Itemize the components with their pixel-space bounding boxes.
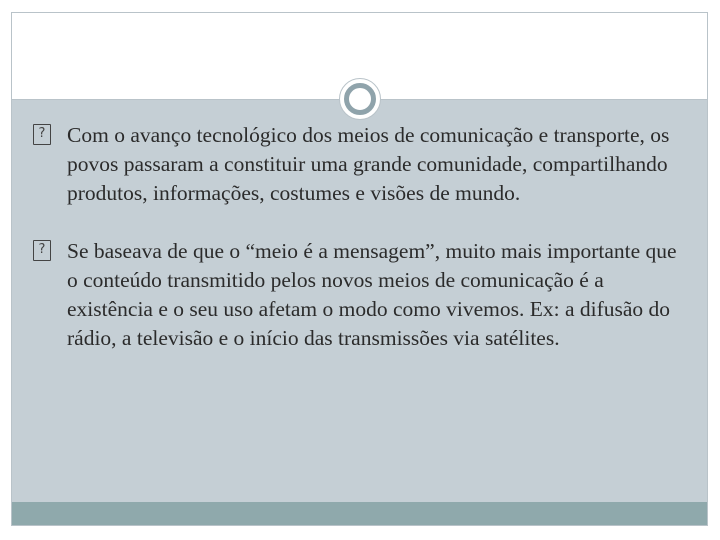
bullet-text: Se baseava de que o “meio é a mensagem”, muito mais importante que o conteúdo transmitido pelos novos meios de comunicação é a existência e o seu uso afetam o modo como vivemos. Ex: a difusão do rádio, a televisão e o início das transmissões via satélites. <box>67 239 677 350</box>
bullet-marker-icon: ? <box>33 240 51 261</box>
bullet-item <box>33 121 688 208</box>
bullet-text: Com o avanço tecnológico dos meios de comunicação e transporte, os povos passaram a constituir uma grande comunidade, compartilhando produtos, informações, costumes e visões de mundo. <box>67 123 670 205</box>
bullet-list <box>33 121 688 353</box>
circle-ornament-icon <box>339 78 381 120</box>
bullet-item <box>33 237 688 353</box>
bullet-marker-icon: ? <box>33 124 51 145</box>
ring-icon <box>344 83 376 115</box>
